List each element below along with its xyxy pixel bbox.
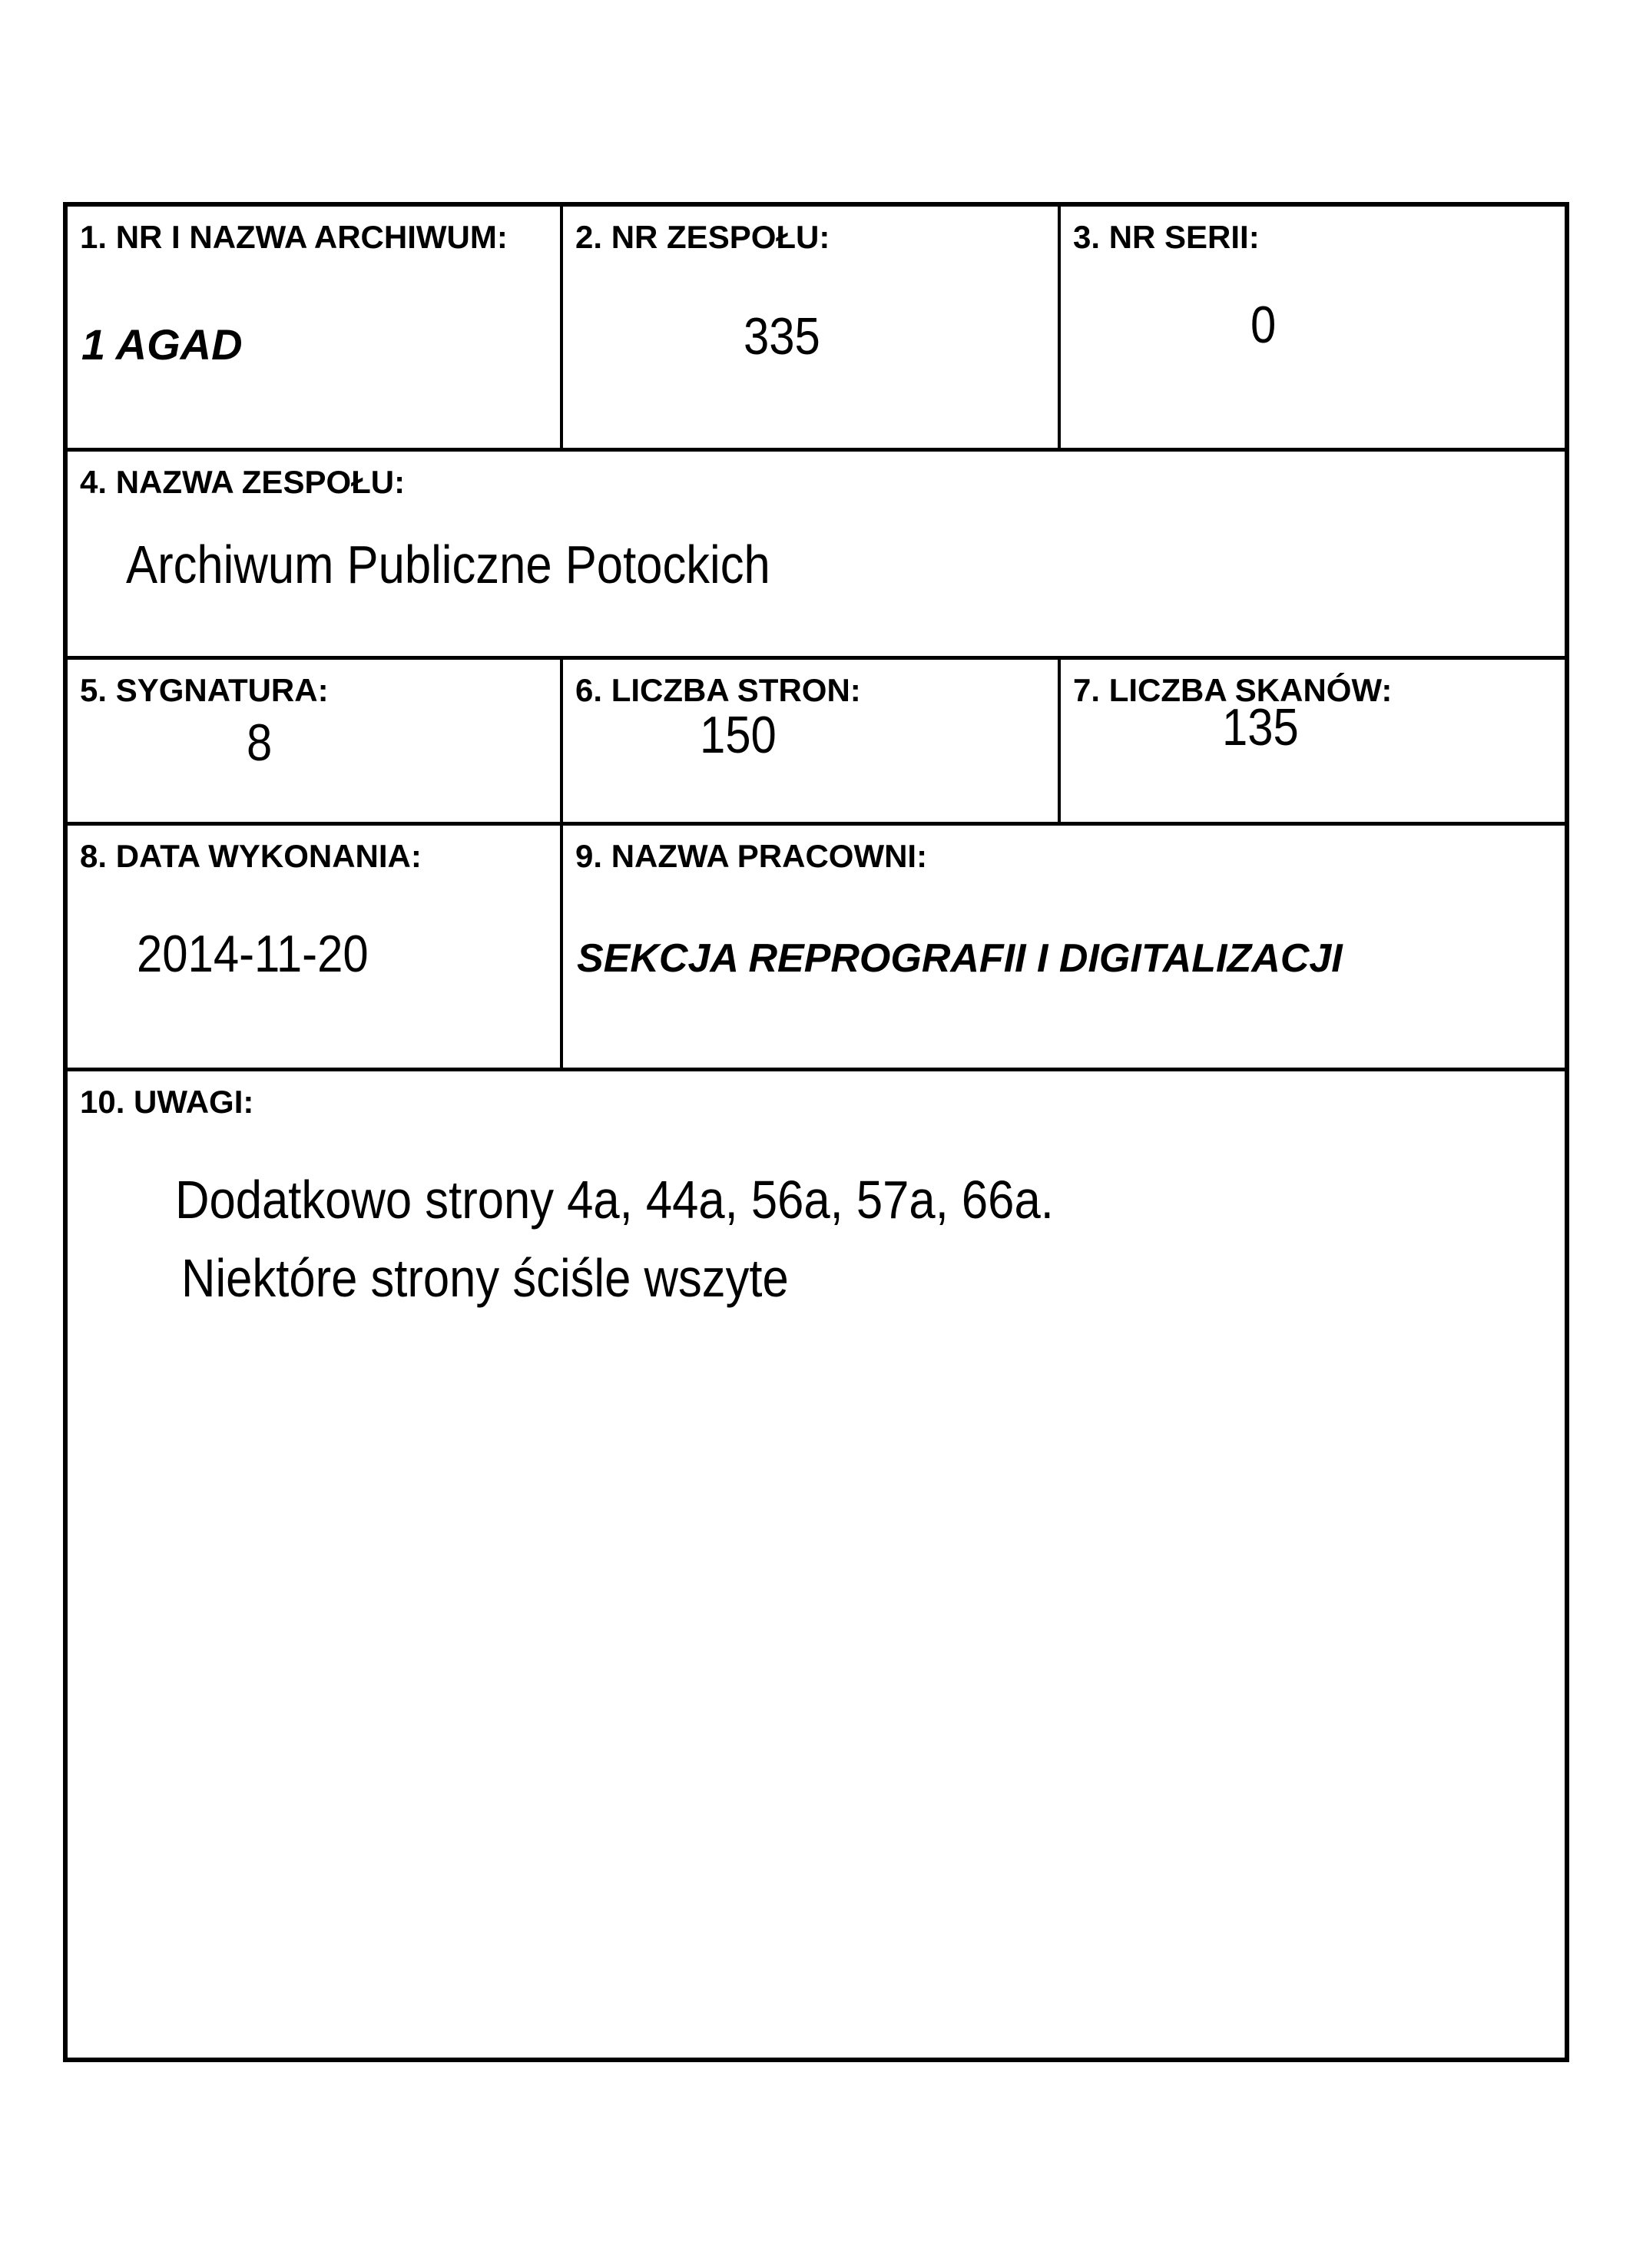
- field-3-label: 3. NR SERII:: [1073, 219, 1260, 255]
- field-8-label: 8. DATA WYKONANIA:: [80, 838, 422, 874]
- archive-metadata-form: [63, 202, 1569, 2062]
- field-4-label: 4. NAZWA ZESPOŁU:: [80, 464, 406, 500]
- field-7-label: 7. LICZBA SKANÓW:: [1073, 672, 1393, 708]
- cell-nr-zespolu: [560, 207, 1058, 448]
- field-2-label: 2. NR ZESPOŁU:: [575, 219, 830, 255]
- field-10-value: [175, 1160, 1174, 1317]
- cell-nr-i-nazwa-archiwum: [68, 207, 560, 448]
- field-8-value: 2014-11-20: [137, 925, 369, 983]
- field-1-label: 1. NR I NAZWA ARCHIWUM:: [80, 219, 508, 255]
- cell-liczba-stron: [560, 656, 1058, 822]
- field-10-label: 10. UWAGI:: [80, 1084, 254, 1120]
- uwagi-line-1: Dodatkowo strony 4a, 44a, 56a, 57a, 66a.: [175, 1170, 1054, 1230]
- field-5-label: 5. SYGNATURA:: [80, 672, 329, 708]
- cell-nr-serii: [1058, 207, 1565, 448]
- field-7-value: 135: [1222, 698, 1299, 757]
- uwagi-line-2: Niektóre strony ściśle wszyte: [181, 1248, 789, 1308]
- field-9-value: SEKCJA REPROGRAFII I DIGITALIZACJI: [577, 936, 1343, 981]
- field-6-value: 150: [700, 706, 777, 764]
- field-1-value: 1 AGAD: [81, 320, 243, 369]
- field-2-value: 335: [744, 307, 820, 366]
- field-9-label: 9. NAZWA PRACOWNI:: [575, 838, 928, 874]
- field-5-value: 8: [247, 714, 273, 772]
- cell-uwagi: [68, 1068, 1565, 2058]
- cell-data-wykonania: [68, 822, 560, 1068]
- cell-nazwa-zespolu: [68, 448, 1565, 656]
- field-4-value: Archiwum Publiczne Potockich: [126, 535, 770, 594]
- cell-nazwa-pracowni: [560, 822, 1565, 1068]
- field-6-label: 6. LICZBA STRON:: [575, 672, 861, 708]
- field-3-value: 0: [1250, 296, 1277, 354]
- cell-liczba-skanow: [1058, 656, 1565, 822]
- cell-sygnatura: [68, 656, 560, 822]
